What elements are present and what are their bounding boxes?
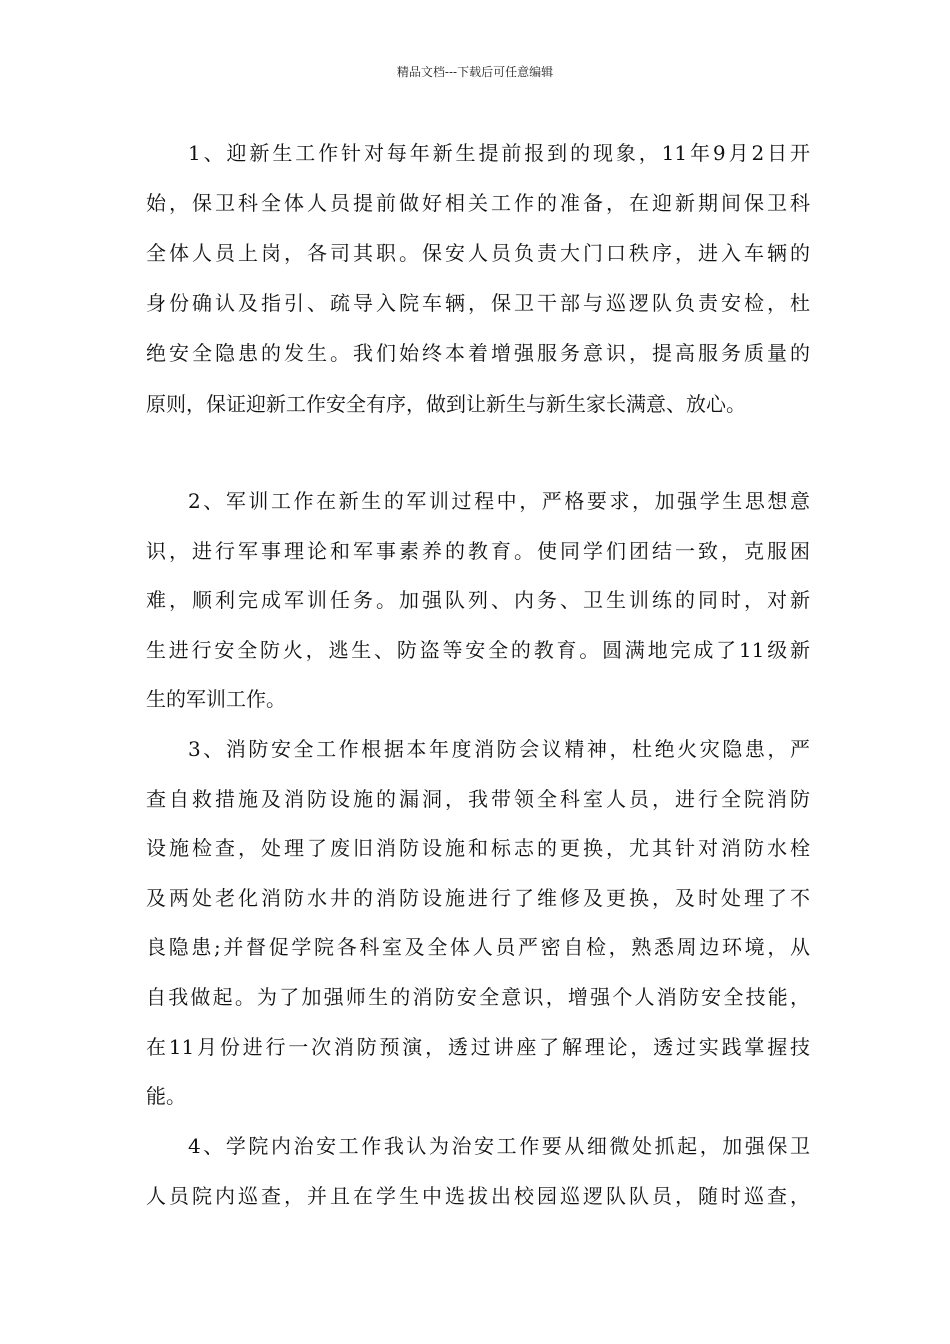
paragraph-line: 4、学院内治安工作我认为治安工作要从细微处抓起，加强保卫 [188,1134,810,1158]
paragraph-line: 难，顺利完成军训任务。加强队列、内务、卫生训练的同时，对新 [146,588,810,612]
paragraph-line: 全体人员上岗，各司其职。保安人员负责大门口秩序，进入车辆的 [146,241,810,265]
paragraph-line: 及两处老化消防水井的消防设施进行了维修及更换，及时处理了不 [146,886,810,910]
paragraph-line: 设施检查，处理了废旧消防设施和标志的更换，尤其针对消防水栓 [146,836,810,860]
paragraph-line: 生进行安全防火，逃生、防盗等安全的教育。圆满地完成了11级新 [146,638,810,662]
paragraph-line: 3、消防安全工作根据本年度消防会议精神，杜绝火灾隐患，严 [188,737,810,761]
paragraph-line: 身份确认及指引、疏导入院车辆，保卫干部与巡逻队负责安检，杜 [146,291,810,315]
paragraph-line: 人员院内巡查，并且在学生中选拔出校园巡逻队队员，随时巡查， [146,1184,810,1208]
paragraph-line: 自我做起。为了加强师生的消防安全意识，增强个人消防安全技能， [146,985,810,1009]
paragraph-line: 原则，保证迎新工作安全有序，做到让新生与新生家长满意、放心。 [146,392,746,416]
paragraph-line: 始，保卫科全体人员提前做好相关工作的准备，在迎新期间保卫科 [146,191,810,215]
paragraph-line: 绝安全隐患的发生。我们始终本着增强服务意识，提高服务质量的 [146,341,810,365]
paragraph-line: 生的军训工作。 [146,687,286,711]
paragraph-line: 查自救措施及消防设施的漏洞，我带领全科室人员，进行全院消防 [146,787,810,811]
paragraph-line: 在11月份进行一次消防预演，透过讲座了解理论，透过实践掌握技 [146,1035,810,1059]
page-header: 精品文档---下载后可任意编辑 [396,65,554,79]
paragraph-line: 1、迎新生工作针对每年新生提前报到的现象，11年9月2日开 [188,141,810,165]
paragraph-line: 2、军训工作在新生的军训过程中，严格要求，加强学生思想意 [188,489,810,513]
paragraph-line: 良隐患;并督促学院各科室及全体人员严密自检，熟悉周边环境，从 [146,935,810,959]
paragraph-line: 识，进行军事理论和军事素养的教育。使同学们团结一致，克服困 [146,539,810,563]
paragraph-line: 能。 [146,1084,186,1108]
